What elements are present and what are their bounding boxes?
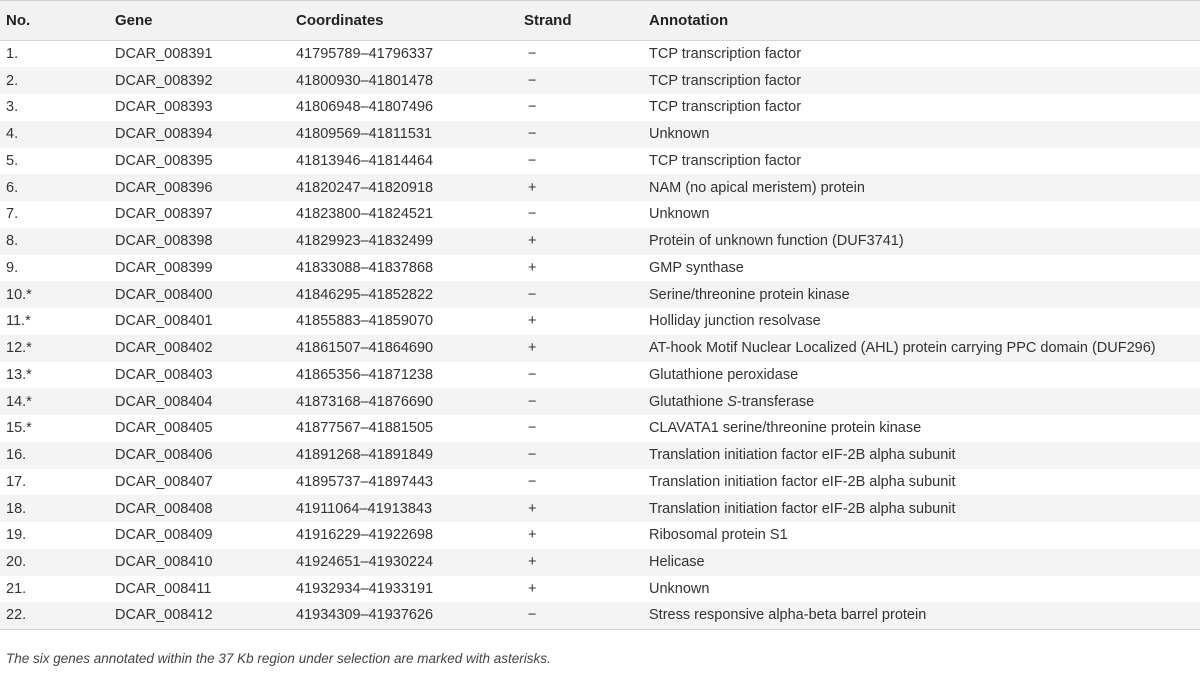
- cell-coordinates: 41916229–41922698: [296, 527, 434, 544]
- header-no: No.: [6, 12, 31, 29]
- cell-gene: DCAR_008397: [115, 206, 213, 223]
- cell-coordinates: 41891268–41891849: [296, 447, 434, 464]
- table-row: [0, 549, 1200, 576]
- table-row: [0, 67, 1200, 94]
- header-row: [0, 1, 1200, 41]
- cell-coordinates: 41846295–41852822: [296, 286, 434, 303]
- cell-gene: DCAR_008409: [115, 527, 213, 544]
- cell-gene: DCAR_008411: [115, 580, 212, 597]
- cell-strand: +: [528, 179, 537, 196]
- cell-annotation: CLAVATA1 serine/threonine protein kinase: [649, 420, 922, 437]
- cell-coordinates: 41823800–41824521: [296, 206, 434, 223]
- cell-coordinates: 41833088–41837868: [296, 259, 434, 276]
- cell-gene: DCAR_008398: [115, 233, 213, 250]
- cell-annotation: TCP transcription factor: [649, 99, 802, 116]
- cell-gene: DCAR_008404: [115, 393, 213, 410]
- cell-annotation: Translation initiation factor eIF-2B alpha subunit: [649, 447, 956, 464]
- header-gene: Gene: [115, 12, 153, 29]
- cell-coordinates: 41829923–41832499: [296, 233, 434, 250]
- cell-no: 7.: [6, 206, 19, 223]
- cell-strand: −: [528, 473, 537, 490]
- cell-coordinates: 41800930–41801478: [296, 72, 434, 89]
- cell-annotation: Unknown: [649, 126, 710, 143]
- cell-annotation: TCP transcription factor: [649, 72, 802, 89]
- table-row: [0, 415, 1200, 442]
- cell-annotation: Stress responsive alpha-beta barrel protein: [649, 607, 927, 624]
- cell-annotation: Glutathione S-transferase: [649, 393, 815, 410]
- cell-coordinates: 41932934–41933191: [296, 580, 434, 597]
- cell-no: 11.*: [6, 313, 31, 330]
- cell-strand: +: [528, 259, 537, 276]
- cell-no: 2.: [6, 72, 19, 89]
- cell-annotation: Ribosomal protein S1: [649, 527, 788, 544]
- cell-strand: +: [528, 554, 537, 571]
- cell-annotation: Protein of unknown function (DUF3741): [649, 233, 904, 250]
- cell-gene: DCAR_008392: [115, 72, 213, 89]
- table-row: [0, 442, 1200, 469]
- table-footnote: The six genes annotated within the 37 Kb region under selection are marked with asterisks.: [6, 651, 551, 666]
- header-coordinates: Coordinates: [296, 12, 384, 29]
- table-row: [0, 495, 1200, 522]
- cell-strand: −: [528, 447, 537, 464]
- cell-strand: −: [528, 206, 537, 223]
- cell-annotation: Unknown: [649, 206, 710, 223]
- cell-gene: DCAR_008403: [115, 366, 213, 383]
- cell-strand: −: [528, 126, 537, 143]
- table-row: [0, 148, 1200, 175]
- cell-no: 4.: [6, 126, 19, 143]
- cell-coordinates: 41806948–41807496: [296, 99, 434, 116]
- cell-no: 16.: [6, 447, 27, 464]
- table-body: [0, 41, 1200, 630]
- cell-gene: DCAR_008405: [115, 420, 213, 437]
- cell-no: 9.: [6, 259, 19, 276]
- cell-coordinates: 41861507–41864690: [296, 340, 434, 357]
- cell-strand: −: [528, 99, 537, 116]
- cell-strand: +: [528, 313, 537, 330]
- cell-no: 17.: [6, 473, 27, 490]
- cell-annotation: Serine/threonine protein kinase: [649, 286, 850, 303]
- cell-gene: DCAR_008396: [115, 179, 213, 196]
- cell-no: 13.*: [6, 366, 32, 383]
- cell-gene: DCAR_008410: [115, 554, 213, 571]
- cell-no: 1.: [6, 46, 19, 63]
- cell-annotation: TCP transcription factor: [649, 46, 802, 63]
- table-row: [0, 228, 1200, 255]
- cell-gene: DCAR_008395: [115, 152, 213, 169]
- table-row: [0, 201, 1200, 228]
- cell-gene: DCAR_008394: [115, 126, 213, 143]
- cell-no: 21.: [6, 580, 27, 597]
- cell-gene: DCAR_008408: [115, 500, 213, 517]
- table-row: [0, 255, 1200, 282]
- table-row: [0, 362, 1200, 389]
- cell-gene: DCAR_008407: [115, 473, 213, 490]
- cell-strand: +: [528, 580, 537, 597]
- table-row: [0, 388, 1200, 415]
- cell-coordinates: 41813946–41814464: [296, 152, 434, 169]
- cell-no: 10.*: [6, 286, 32, 303]
- cell-strand: +: [528, 340, 537, 357]
- cell-no: 14.*: [6, 393, 32, 410]
- table-row: [0, 174, 1200, 201]
- cell-no: 22.: [6, 607, 27, 624]
- cell-strand: −: [528, 393, 537, 410]
- cell-annotation: Unknown: [649, 580, 710, 597]
- cell-gene: DCAR_008412: [115, 607, 213, 624]
- cell-coordinates: 41855883–41859070: [296, 313, 434, 330]
- cell-no: 8.: [6, 233, 19, 250]
- cell-strand: +: [528, 527, 537, 544]
- cell-coordinates: 41924651–41930224: [296, 554, 434, 571]
- cell-no: 18.: [6, 500, 27, 517]
- cell-annotation: Helicase: [649, 554, 705, 571]
- cell-strand: −: [528, 72, 537, 89]
- cell-coordinates: 41911064–41913843: [296, 500, 433, 517]
- cell-gene: DCAR_008391: [115, 46, 213, 63]
- cell-coordinates: 41809569–41811531: [296, 126, 433, 143]
- cell-coordinates: 41877567–41881505: [296, 420, 434, 437]
- cell-gene: DCAR_008400: [115, 286, 213, 303]
- cell-coordinates: 41873168–41876690: [296, 393, 434, 410]
- cell-annotation: Holliday junction resolvase: [649, 313, 821, 330]
- cell-annotation: NAM (no apical meristem) protein: [649, 179, 865, 196]
- cell-annotation: Translation initiation factor eIF-2B alpha subunit: [649, 473, 956, 490]
- table-row: [0, 576, 1200, 603]
- cell-strand: −: [528, 286, 537, 303]
- cell-strand: +: [528, 500, 537, 517]
- table-row: [0, 308, 1200, 335]
- table-row: [0, 41, 1200, 68]
- table-row: [0, 94, 1200, 121]
- cell-no: 15.*: [6, 420, 32, 437]
- cell-gene: DCAR_008406: [115, 447, 213, 464]
- cell-strand: −: [528, 46, 537, 63]
- cell-gene: DCAR_008401: [115, 313, 213, 330]
- cell-no: 12.*: [6, 340, 32, 357]
- cell-no: 19.: [6, 527, 27, 544]
- cell-annotation: Translation initiation factor eIF-2B alpha subunit: [649, 500, 956, 517]
- cell-coordinates: 41934309–41937626: [296, 607, 434, 624]
- table-row: [0, 121, 1200, 148]
- table-row: [0, 469, 1200, 496]
- cell-gene: DCAR_008399: [115, 259, 213, 276]
- cell-no: 3.: [6, 99, 19, 116]
- table-row: [0, 522, 1200, 549]
- cell-no: 5.: [6, 152, 19, 169]
- cell-annotation: AT-hook Motif Nuclear Localized (AHL) protein carrying PPC domain (DUF296): [649, 340, 1156, 357]
- cell-coordinates: 41865356–41871238: [296, 366, 434, 383]
- cell-coordinates: 41820247–41820918: [296, 179, 434, 196]
- header-strand: Strand: [524, 12, 572, 29]
- cell-no: 6.: [6, 179, 19, 196]
- cell-annotation: Glutathione peroxidase: [649, 366, 799, 383]
- cell-strand: +: [528, 233, 537, 250]
- cell-annotation: TCP transcription factor: [649, 152, 802, 169]
- table-row: [0, 602, 1200, 629]
- cell-strand: −: [528, 366, 537, 383]
- cell-coordinates: 41795789–41796337: [296, 46, 434, 63]
- cell-coordinates: 41895737–41897443: [296, 473, 434, 490]
- cell-gene: DCAR_008402: [115, 340, 213, 357]
- cell-annotation: GMP synthase: [649, 259, 744, 276]
- cell-strand: −: [528, 152, 537, 169]
- table-row: [0, 281, 1200, 308]
- table-header: [0, 1, 1200, 41]
- cell-no: 20.: [6, 554, 27, 571]
- cell-strand: −: [528, 607, 537, 624]
- header-annotation: Annotation: [649, 12, 729, 29]
- table-row: [0, 335, 1200, 362]
- cell-gene: DCAR_008393: [115, 99, 213, 116]
- cell-strand: −: [528, 420, 537, 437]
